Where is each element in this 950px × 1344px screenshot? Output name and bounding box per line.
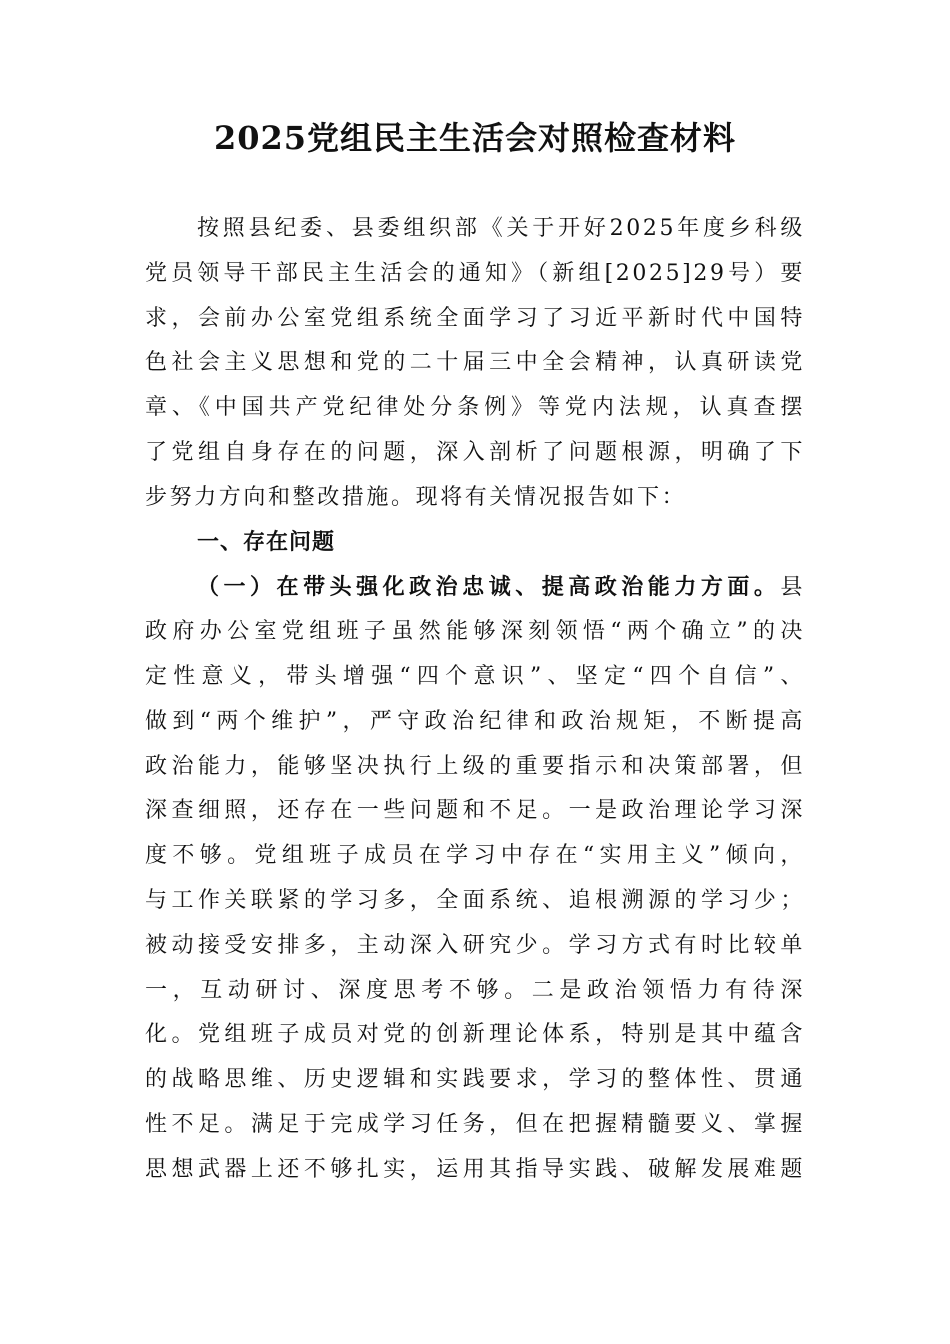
document-title: 2025党组民主生活会对照检查材料 (213, 119, 737, 157)
document-body (145, 207, 805, 1193)
paragraph-line: 深查细照，还存在一些问题和不足。一是政治理论学习深 (145, 798, 805, 824)
paragraph-line: 按照县纪委、县委组织部《关于开好2025年度乡科级 (197, 216, 805, 241)
paragraph-line: 党员领导干部民主生活会的通知》（新组[2025]29号）要 (145, 260, 805, 286)
paragraph-line: 化。党组班子成员对党的创新理论体系，特别是其中蕴含 (145, 1022, 805, 1048)
subsection-heading-tail: 县 (780, 575, 805, 601)
paragraph-line: 思想武器上还不够扎实，运用其指导实践、破解发展难题 (145, 1156, 805, 1182)
paragraph-line: 定性意义，带头增强“四个意识”、坚定“四个自信”、 (145, 663, 805, 689)
paragraph-line: 了党组自身存在的问题，深入剖析了问题根源，明确了下 (145, 439, 805, 465)
paragraph-line: 的战略思维、历史逻辑和实践要求，学习的整体性、贯通 (145, 1067, 805, 1093)
subsection-heading: （一）在带头强化政治忠诚、提高政治能力方面。 (197, 574, 781, 601)
paragraph-line: 一，互动研讨、深度思考不够。二是政治领悟力有待深 (145, 977, 805, 1003)
paragraph-line: 政治能力，能够坚决执行上级的重要指示和决策部署，但 (145, 753, 805, 779)
paragraph-line: 与工作关联紧的学习多，全面系统、追根溯源的学习少； (145, 887, 805, 913)
paragraph-line: 度不够。党组班子成员在学习中存在“实用主义”倾向， (145, 843, 805, 869)
paragraph-line: 做到“两个维护”，严守政治纪律和政治规矩，不断提高 (145, 708, 805, 734)
paragraph-line: 色社会主义思想和党的二十届三中全会精神，认真研读党 (145, 350, 805, 376)
paragraph-line: 步努力方向和整改措施。现将有关情况报告如下： (145, 484, 687, 510)
subsection-line (145, 565, 805, 610)
paragraph-line: 被动接受安排多，主动深入研究少。学习方式有时比较单 (145, 932, 805, 958)
paragraph-line: 性不足。满足于完成学习任务，但在把握精髓要义、掌握 (145, 1111, 805, 1137)
paragraph-line: 求，会前办公室党组系统全面学习了习近平新时代中国特 (145, 305, 805, 331)
paragraph-line: 政府办公室党组班子虽然能够深刻领悟“两个确立”的决 (145, 619, 805, 645)
section-heading: 一、存在问题 (197, 529, 336, 555)
paragraph-line: 章、《中国共产党纪律处分条例》等党内法规，认真查摆 (145, 395, 805, 421)
